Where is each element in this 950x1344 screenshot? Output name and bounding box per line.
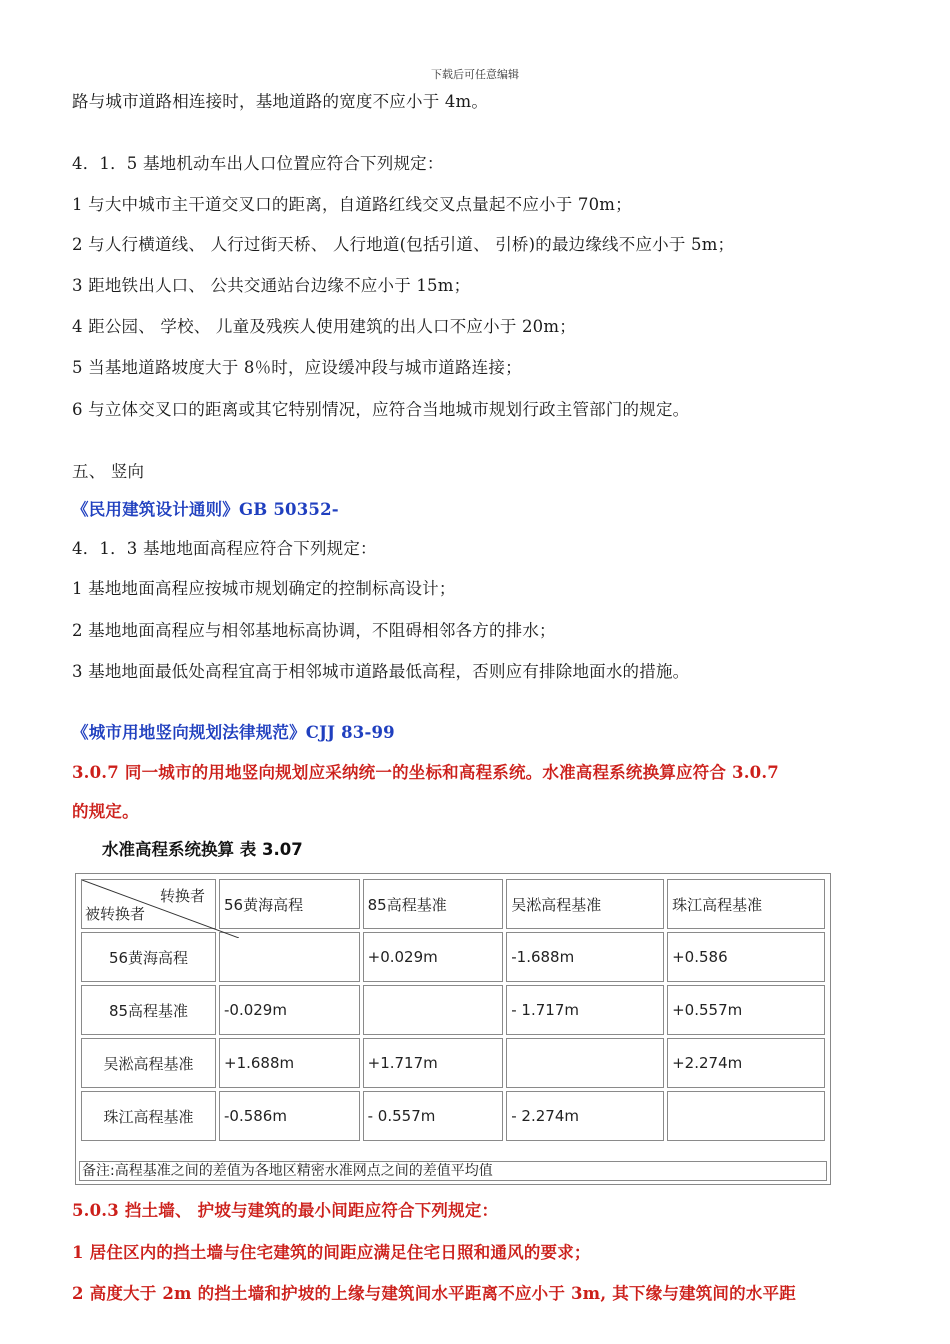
table-cell — [363, 985, 504, 1035]
table-cell: - 0.557m — [363, 1091, 504, 1141]
table-cell: -1.688m — [506, 932, 664, 982]
download-note: 下载后可任意编辑 — [431, 68, 519, 81]
list-item: 4 距公园、 学校、 儿童及残疾人使用建筑的出人口不应小于 20m； — [72, 317, 576, 336]
list-item: 2 基地地面高程应与相邻基地标高协调，不阻碍相邻各方的排水； — [72, 621, 556, 640]
corner-bottom-label: 被转换者 — [85, 905, 146, 923]
list-item: 1 与大中城市主干道交叉口的距离，自道路红线交叉点量起不应小于 70m； — [72, 195, 632, 214]
section-heading: 五、 竖向 — [72, 462, 145, 481]
table-cell: +0.029m — [363, 932, 504, 982]
table-cell: -0.586m — [219, 1091, 360, 1141]
column-header: 珠江高程基准 — [667, 879, 825, 929]
standard-title: 《民用建筑设计通则》GB 50352- — [72, 500, 339, 519]
column-header: 吴淞高程基准 — [506, 879, 664, 929]
table-row — [81, 932, 825, 982]
row-header: 珠江高程基准 — [81, 1091, 216, 1141]
corner-top-label: 转换者 — [159, 887, 205, 905]
list-item: 3 基地地面最低处高程宜高于相邻城市道路最低高程，否则应有排除地面水的措施。 — [72, 662, 690, 681]
table-cell: - 2.274m — [506, 1091, 664, 1141]
list-item: 2 高度大于 2m 的挡土墙和护坡的上缘与建筑间水平距离不应小于 3m, 其下缘与建筑间的水平距 — [72, 1284, 796, 1303]
table-row — [81, 1038, 825, 1088]
conversion-table — [75, 873, 831, 1185]
row-header: 56黄海高程 — [81, 932, 216, 982]
table-header-row — [81, 879, 825, 929]
list-item: 1 居住区内的挡土墙与住宅建筑的间距应满足住宅日照和通风的要求； — [72, 1243, 591, 1262]
list-item: 3 距地铁出人口、 公共交通站台边缘不应小于 15m； — [72, 276, 471, 295]
list-item: 6 与立体交叉口的距离或其它特别情况，应符合当地城市规划行政主管部门的规定。 — [72, 400, 690, 419]
clause-3-0-7: 3.0.7 同一城市的用地竖向规划应采纳统一的坐标和高程系统。水准高程系统换算应符合 3.0.7 — [72, 763, 779, 782]
clause-5-0-3: 5.0.3 挡土墙、 护坡与建筑的最小间距应符合下列规定： — [72, 1201, 499, 1220]
table-cell: +0.586 — [667, 932, 825, 982]
text-line: 路与城市道路相连接时，基地道路的宽度不应小于 4m。 — [72, 92, 489, 111]
table-row — [81, 1091, 825, 1141]
column-header: 56黄海高程 — [219, 879, 360, 929]
table-cell — [219, 932, 360, 982]
clause-4-1-5: 4．1．5 基地机动车出人口位置应符合下列规定： — [72, 154, 444, 173]
table-note: 备注:高程基准之间的差值为各地区精密水准网点之间的差值平均值 — [79, 1161, 827, 1181]
clause-3-0-7-cont: 的规定。 — [72, 802, 139, 821]
clause-4-1-3: 4．1．3 基地地面高程应符合下列规定： — [72, 539, 377, 558]
list-item: 2 与人行横道线、 人行过街天桥、 人行地道(包括引道、 引桥)的最边缘线不应小于 5m； — [72, 235, 735, 254]
list-item: 1 基地地面高程应按城市规划确定的控制标高设计； — [72, 579, 456, 598]
table-cell: +1.717m — [363, 1038, 504, 1088]
table-cell: +1.688m — [219, 1038, 360, 1088]
table-row — [81, 985, 825, 1035]
conversion-grid — [78, 876, 828, 1144]
table-caption: 水准高程系统换算 表 3.07 — [102, 840, 303, 859]
table-corner-cell — [81, 879, 216, 929]
table-cell: +2.274m — [667, 1038, 825, 1088]
row-header: 85高程基准 — [81, 985, 216, 1035]
table-cell — [506, 1038, 664, 1088]
table-cell: - 1.717m — [506, 985, 664, 1035]
standard-title: 《城市用地竖向规划法律规范》CJJ 83-99 — [72, 723, 395, 742]
table-cell: -0.029m — [219, 985, 360, 1035]
table-cell — [667, 1091, 825, 1141]
table-cell: +0.557m — [667, 985, 825, 1035]
column-header: 85高程基准 — [363, 879, 504, 929]
list-item: 5 当基地道路坡度大于 8％时，应设缓冲段与城市道路连接； — [72, 358, 522, 377]
row-header: 吴淞高程基准 — [81, 1038, 216, 1088]
